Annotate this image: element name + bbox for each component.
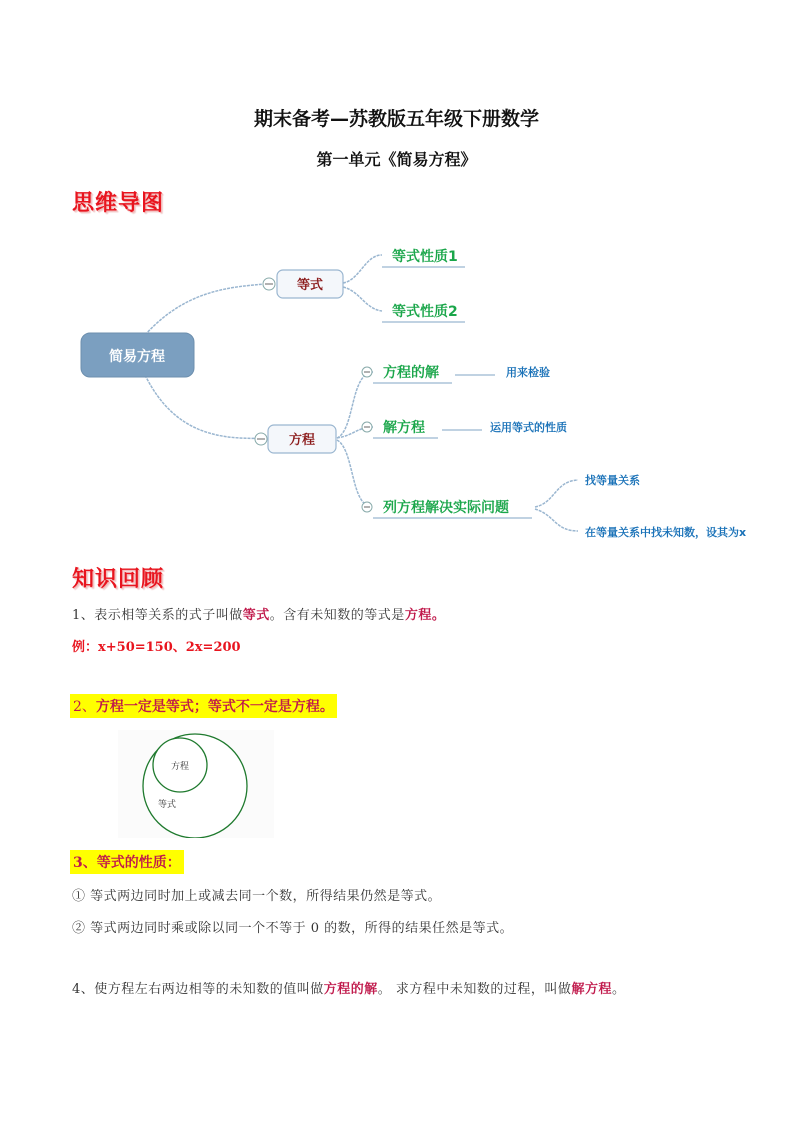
mind-map-solution: 方程的解	[383, 365, 439, 381]
connector-word-note2	[535, 509, 578, 531]
mind-map-eq-prop2: 等式性质2	[392, 304, 458, 320]
connector-root-equality	[145, 283, 275, 335]
connector-word-note1	[535, 480, 578, 507]
mind-map-solve: 解方程	[383, 420, 425, 436]
equality-property-1: ① 等式两边同时加上或减去同一个数，所得结果仍然是等式。	[72, 889, 442, 904]
mind-map-eq-prop1: 等式性质1	[392, 249, 458, 265]
mind-map-solve-note: 运用等式的性质	[490, 421, 567, 434]
mind-map-solution-note: 用来检验	[506, 366, 550, 379]
equality-property-2: ② 等式两边同时乘或除以同一个不等于 0 的数，所得的结果任然是等式。	[72, 921, 514, 936]
venn-outer-label: 等式	[157, 800, 177, 810]
review-paragraph-4: 4、使方程左右两边相等的未知数的值叫做方程的解。 求方程中未知数的过程，叫做解方程。	[72, 982, 626, 997]
mind-map-root-label: 简易方程	[109, 349, 165, 365]
connector-eq-prop2	[343, 287, 382, 311]
mind-map	[0, 225, 793, 545]
page-subtitle: 第一单元《简易方程》	[316, 150, 477, 169]
connector-equation-word	[337, 440, 373, 507]
mind-map-node-equation-label: 方程	[288, 433, 316, 448]
mind-map-word-note2: 在等量关系中找未知数，设其为x	[585, 526, 747, 539]
section-mind-map-heading: 思维导图	[72, 191, 165, 216]
page-title: 期末备考—苏教版五年级下册数学	[253, 108, 539, 130]
connector-eq-prop1	[343, 255, 382, 283]
venn-diagram	[118, 730, 274, 838]
review-paragraph-1: 1、表示相等关系的式子叫做等式。含有未知数的等式是方程。	[72, 608, 446, 623]
connector-root-equation	[145, 375, 268, 438]
venn-inner-label: 方程	[170, 762, 190, 772]
mind-map-node-equality-label: 等式	[296, 278, 324, 293]
review-paragraph-3: 3、等式的性质：	[70, 850, 184, 874]
section-review-heading: 知识回顾	[72, 567, 165, 592]
review-paragraph-2: 2、方程一定是等式；等式不一定是方程。	[70, 694, 337, 718]
mind-map-word-note1: 找等量关系	[585, 474, 640, 487]
mind-map-word-problem: 列方程解决实际问题	[383, 500, 509, 516]
review-example: 例：x+50=150、2x=200	[72, 640, 241, 655]
